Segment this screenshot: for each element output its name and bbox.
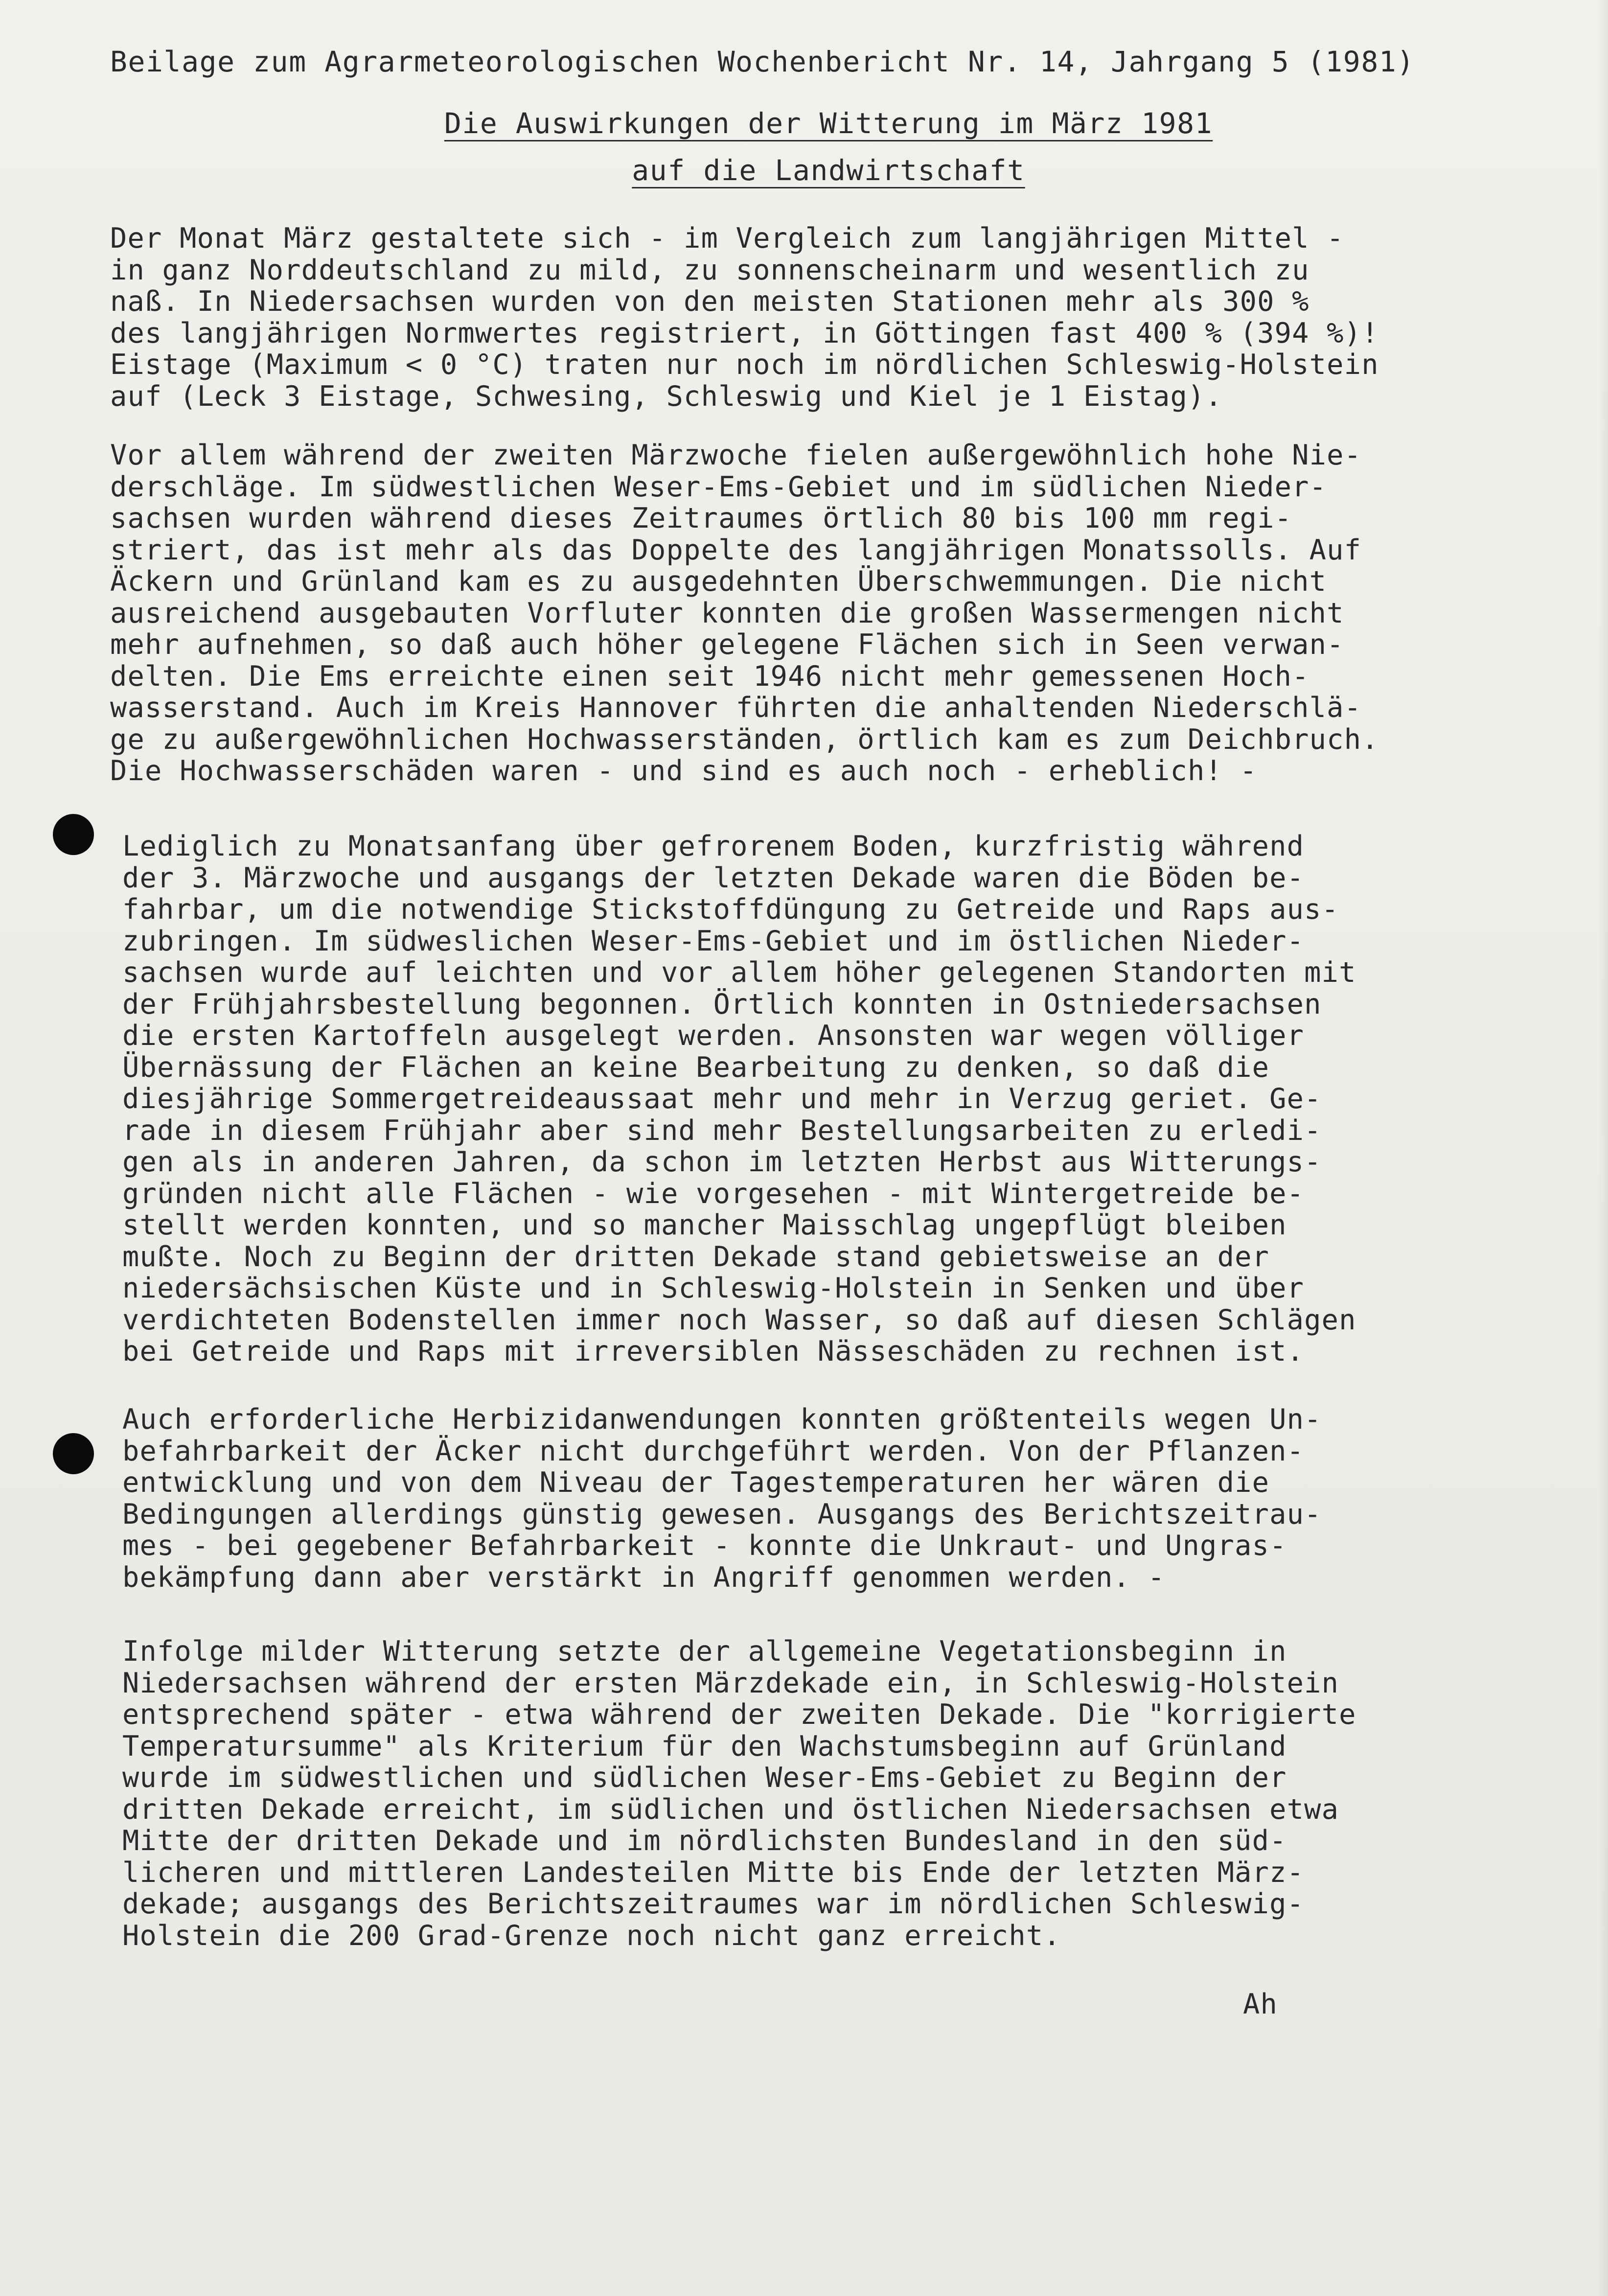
paragraph-line: bei Getreide und Raps mit irreversiblen Nässeschäden zu rechnen ist. [122, 1335, 1305, 1368]
paragraph-line: der 3. Märzwoche und ausgangs der letzten Dekade waren die Böden be- [122, 861, 1305, 894]
paragraph-line: Mitte der dritten Dekade und im nördlichsten Bundesland in den süd- [122, 1825, 1287, 1857]
paragraph-line: auf (Leck 3 Eistage, Schwesing, Schleswig und Kiel je 1 Eistag). [110, 380, 1223, 413]
paragraph-line: derschläge. Im südwestlichen Weser-Ems-Gebiet und im südlichen Nieder- [110, 470, 1327, 503]
paragraph-line: Niedersachsen während der ersten Märzdekade ein, in Schleswig-Holstein [122, 1667, 1339, 1699]
paragraph-line: dritten Dekade erreicht, im südlichen und östlichen Niedersachsen etwa [122, 1793, 1339, 1826]
title-line-2: auf die Landwirtschaft [632, 154, 1025, 187]
paragraph-line: Lediglich zu Monatsanfang über gefrorenem Boden, kurzfristig während [122, 830, 1305, 862]
paragraph-line: Vor allem während der zweiten Märzwoche fielen außergewöhnlich hohe Nie- [110, 439, 1362, 471]
paragraph-line: entsprechend später - etwa während der zweiten Dekade. Die "korrigierte [122, 1698, 1356, 1731]
paragraph-line: rade in diesem Frühjahr aber sind mehr Bestellungsarbeiten zu erledi- [122, 1114, 1322, 1147]
paragraph-line: Temperatursumme" als Kriterium für den Wachstumsbeginn auf Grünland [122, 1730, 1287, 1763]
paragraph-line: der Frühjahrsbestellung begonnen. Örtlich konnten in Ostniedersachsen [122, 988, 1322, 1020]
paragraph-line: delten. Die Ems erreichte einen seit 1946 nicht mehr gemessenen Hoch- [110, 660, 1309, 693]
paragraph-line: zubringen. Im südweslichen Weser-Ems-Gebiet und im östlichen Nieder- [122, 925, 1305, 957]
paragraph-line: mußte. Noch zu Beginn der dritten Dekade stand gebietsweise an der [122, 1240, 1270, 1273]
punch-hole-bottom [53, 1433, 94, 1474]
paragraph-line: Die Hochwasserschäden waren - und sind es auch noch - erheblich! - [110, 755, 1258, 787]
paragraph-line: fahrbar, um die notwendige Stickstoffdüngung zu Getreide und Raps aus- [122, 893, 1339, 926]
paragraph-line: Holstein die 200 Grad-Grenze noch nicht ganz erreicht. [122, 1919, 1061, 1952]
paragraph-line: bekämpfung dann aber verstärkt in Angriff genommen werden. - [122, 1561, 1166, 1594]
paragraph-line: sachsen wurden während dieses Zeitraumes örtlich 80 bis 100 mm regi- [110, 502, 1292, 534]
paragraph-line: dekade; ausgangs des Berichtszeitraumes war im nördlichen Schleswig- [122, 1888, 1305, 1920]
paragraph-5 [122, 1636, 1585, 1951]
paragraph-line: sachsen wurde auf leichten und vor allem höher gelegenen Standorten mit [122, 956, 1356, 989]
paragraph-line: Der Monat März gestaltete sich - im Vergleich zum langjährigen Mittel - [110, 222, 1344, 255]
paragraph-line: Eistage (Maximum < 0 °C) traten nur noch im nördlichen Schleswig-Holstein [110, 348, 1379, 381]
paragraph-line: ge zu außergewöhnlichen Hochwasserständen, örtlich kam es zum Deichbruch. [110, 723, 1379, 756]
paragraph-3 [122, 831, 1585, 1368]
paragraph-line: wasserstand. Auch im Kreis Hannover führten die anhaltenden Niederschlä- [110, 692, 1362, 724]
paragraph-line: Bedingungen allerdings günstig gewesen. Ausgangs des Berichtszeitrau- [122, 1498, 1322, 1531]
paragraph-line: gründen nicht alle Flächen - wie vorgesehen - mit Wintergetreide be- [122, 1177, 1305, 1210]
paragraph-line: Auch erforderliche Herbizidanwendungen konnten größtenteils wegen Un- [122, 1403, 1322, 1436]
paragraph-line: mehr aufnehmen, so daß auch höher gelegene Flächen sich in Seen verwan- [110, 628, 1344, 661]
paragraph-1 [110, 223, 1573, 412]
paragraph-line: in ganz Norddeutschland zu mild, zu sonnenscheinarm und wesentlich zu [110, 254, 1309, 286]
paragraph-line: niedersächsischen Küste und in Schleswig-Holstein in Senken und über [122, 1272, 1305, 1304]
punch-hole-top [53, 814, 94, 855]
paragraph-line: gen als in anderen Jahren, da schon im letzten Herbst aus Witterungs- [122, 1146, 1322, 1178]
paragraph-2 [110, 440, 1573, 787]
paragraph-line: verdichteten Bodenstellen immer noch Wasser, so daß auf diesen Schlägen [122, 1303, 1356, 1336]
paragraph-line: licheren und mittleren Landesteilen Mitte bis Ende der letzten März- [122, 1856, 1305, 1889]
paragraph-4 [122, 1404, 1585, 1593]
paragraph-line: mes - bei gegebener Befahrbarkeit - konnte die Unkraut- und Ungras- [122, 1530, 1287, 1562]
paragraph-line: die ersten Kartoffeln ausgelegt werden. Ansonsten war wegen völliger [122, 1020, 1305, 1052]
page-edge-shadow [1598, 0, 1608, 2296]
paragraph-line: stellt werden konnten, und so mancher Maisschlag ungepflügt bleiben [122, 1209, 1287, 1241]
paragraph-line: diesjährige Sommergetreideaussaat mehr und mehr in Verzug geriet. Ge- [122, 1083, 1322, 1115]
paragraph-line: des langjährigen Normwertes registriert, in Göttingen fast 400 % (394 %)! [110, 317, 1379, 349]
paragraph-line: Infolge milder Witterung setzte der allgemeine Vegetationsbeginn in [122, 1635, 1287, 1668]
title-line-1: Die Auswirkungen der Witterung im März 1981 [444, 107, 1213, 140]
paragraph-line: ausreichend ausgebauten Vorfluter konnten die großen Wassermengen nicht [110, 597, 1344, 629]
paragraph-line: entwicklung und von dem Niveau der Tagestemperaturen her wären die [122, 1466, 1270, 1499]
paragraph-line: Äckern und Grünland kam es zu ausgedehnten Überschwemmungen. Die nicht [110, 565, 1327, 598]
signature-initials: Ah [1243, 1988, 1278, 2020]
paragraph-line: wurde im südwestlichen und südlichen Weser-Ems-Gebiet zu Beginn der [122, 1762, 1287, 1794]
header-supplement-line: Beilage zum Agrarmeteorologischen Wochenbericht Nr. 14, Jahrgang 5 (1981) [110, 45, 1415, 78]
paragraph-line: naß. In Niedersachsen wurden von den meisten Stationen mehr als 300 % [110, 285, 1309, 318]
paragraph-line: befahrbarkeit der Äcker nicht durchgeführt werden. Von der Pflanzen- [122, 1435, 1305, 1467]
paragraph-line: striert, das ist mehr als das Doppelte des langjährigen Monatssolls. Auf [110, 533, 1362, 566]
paragraph-line: Übernässung der Flächen an keine Bearbeitung zu denken, so daß die [122, 1051, 1270, 1084]
